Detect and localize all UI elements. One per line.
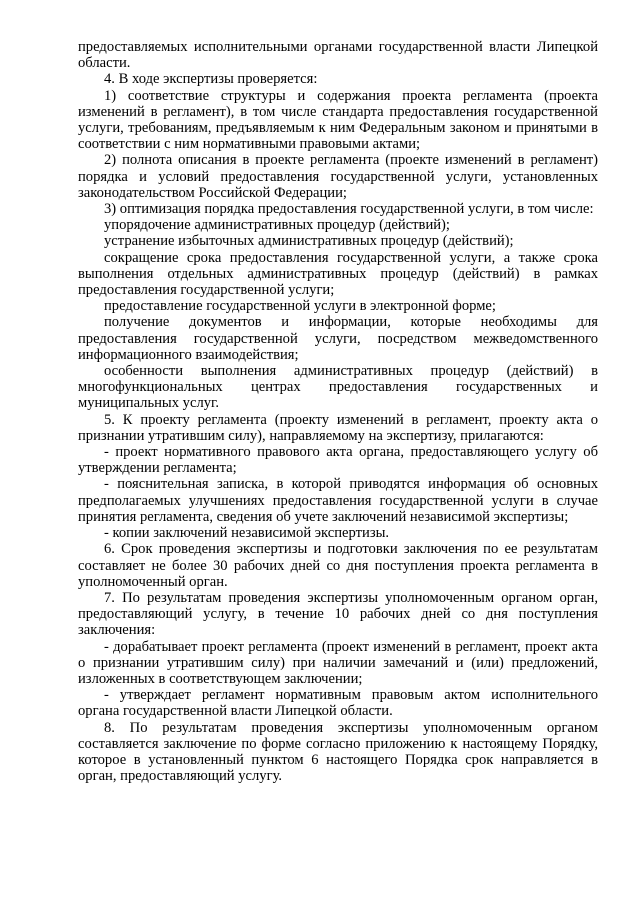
paragraph-3: 1) соответствие структуры и содержания проекта регламента (проекта изменений в регламент), в том числе стандарта предоставления государственной услуги, требованиям, предъявляемым к ним Федеральным законом и принятыми в соответствии с ним нормативными правовыми актами; — [78, 87, 598, 153]
paragraph-2: 4. В ходе экспертизы проверяется: — [104, 71, 318, 88]
paragraph-12: 5. К проекту регламента (проекту изменений в регламент, проекту акта о признании утратившим силу), направляемому на экспертизу, прилагаются: — [78, 411, 598, 444]
paragraph-5: 3) оптимизация порядка предоставления государственной услуги, в том числе: — [104, 201, 594, 218]
paragraph-6: упорядочение административных процедур (действий); — [104, 217, 450, 234]
paragraph-1: предоставляемых исполнительными органами государственной власти Липецкой области. — [78, 39, 598, 72]
paragraph-4: 2) полнота описания в проекте регламента (проекте изменений в регламент) порядка и условий предоставления государственной услуги, установленных законодательством Российской Федерации; — [78, 152, 598, 201]
paragraph-9: предоставление государственной услуги в электронной форме; — [104, 298, 496, 315]
paragraph-7: устранение избыточных административных процедур (действий); — [104, 233, 514, 250]
document-page — [78, 39, 598, 784]
paragraph-11: особенности выполнения административных процедур (действий) в многофункциональных центрах предоставления государственных и муниципальных услуг. — [78, 363, 598, 412]
paragraph-13: - проект нормативного правового акта органа, предоставляющего услугу об утверждении регламента; — [78, 444, 598, 477]
paragraph-16: 6. Срок проведения экспертизы и подготовки заключения по ее результатам составляет не более 30 рабочих дней со дня поступления проекта регламента в уполномоченный орган. — [78, 541, 598, 590]
paragraph-10: получение документов и информации, которые необходимы для предоставления государственной услуги, посредством межведомственного информационного взаимодействия; — [78, 314, 598, 363]
paragraph-15: - копии заключений независимой экспертизы. — [104, 525, 390, 542]
paragraph-14: - пояснительная записка, в которой приводятся информация об основных предполагаемых улучшениях предоставления государственной услуги в случае принятия регламента, сведения об учете заключений независимой экспертизы; — [78, 476, 598, 525]
paragraph-8: сокращение срока предоставления государственной услуги, а также срока выполнения отдельных административных процедур (действий) в рамках предоставления государственной услуги; — [78, 249, 598, 299]
paragraph-17: 7. По результатам проведения экспертизы уполномоченным органом орган, предоставляющий услугу, в течение 10 рабочих дней со дня поступления заключения: — [78, 589, 598, 639]
paragraph-20: 8. По результатам проведения экспертизы уполномоченным органом составляется заключение по форме согласно приложению к настоящему Порядку, которое в установленный пунктом 6 настоящего Порядка срок направляется в орган, предоставляющий услугу. — [78, 719, 598, 785]
paragraph-18: - дорабатывает проект регламента (проект изменений в регламент, проект акта о признании утратившим силу) при наличии замечаний и (или) предложений, изложенных в соответствующем заключении; — [78, 638, 598, 687]
paragraph-19: - утверждает регламент нормативным правовым актом исполнительного органа государственной власти Липецкой области. — [78, 687, 598, 720]
